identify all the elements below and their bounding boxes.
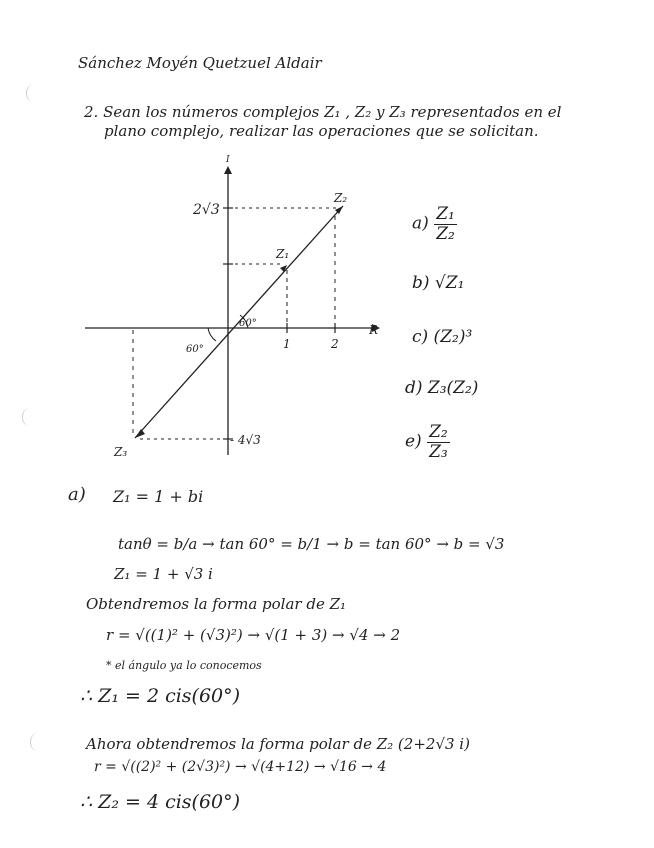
solution-line-3: Z₁ = 1 + √3 i bbox=[114, 565, 213, 583]
solution-line-5: r = √((1)² + (√3)²) → √(1 + 3) → √4 → 2 bbox=[106, 626, 401, 644]
y-tick-top-label: 2√3 bbox=[193, 202, 220, 218]
solution-label: a) bbox=[68, 484, 86, 505]
z2-label: Z₂ bbox=[334, 191, 348, 205]
y-tick-bottom-label: - 4√3 bbox=[230, 433, 261, 447]
z1-label: Z₁ bbox=[276, 247, 290, 261]
solution-line-9: r = √((2)² + (2√3)²) → √(4+12) → √16 → 4 bbox=[94, 759, 387, 775]
solution-line-1: Z₁ = 1 + bi bbox=[113, 487, 204, 506]
operation-e-prefix: e) bbox=[405, 431, 422, 452]
z1-arrowhead bbox=[280, 265, 287, 272]
operation-c: c) (Z₂)³ bbox=[412, 327, 473, 347]
angle-lower-label: 60° bbox=[186, 344, 204, 355]
imaginary-axis-label: I bbox=[226, 155, 230, 165]
operation-a bbox=[412, 205, 457, 243]
x-tick-2-label: 2 bbox=[331, 337, 339, 351]
solution-line-10: ∴ Z₂ = 4 cis(60°) bbox=[80, 791, 241, 813]
hole-punch-mark bbox=[30, 733, 45, 751]
solution-line-6: * el ángulo ya lo conocemos bbox=[106, 659, 262, 672]
operation-d: d) Z₃(Z₂) bbox=[405, 378, 479, 398]
fraction-numerator: Z₁ bbox=[436, 204, 455, 224]
real-axis-label: R bbox=[369, 323, 379, 337]
problem-statement-line2: plano complejo, realizar las operaciones que se solicitan. bbox=[104, 122, 539, 140]
solution-line-4: Obtendremos la forma polar de Z₁ bbox=[86, 595, 347, 613]
angle-upper-label: 60° bbox=[239, 318, 257, 329]
fraction-numerator: Z₂ bbox=[429, 422, 448, 442]
solution-line-7: ∴ Z₁ = 2 cis(60°) bbox=[80, 685, 241, 707]
fraction-z2-over-z3 bbox=[427, 423, 450, 461]
solution-line-2: tanθ = b/a → tan 60° = b/1 → b = tan 60° → b = √3 bbox=[118, 535, 505, 553]
z3-arrowhead bbox=[135, 429, 145, 438]
x-tick-1-label: 1 bbox=[283, 337, 291, 351]
fraction-denominator: Z₂ bbox=[436, 223, 455, 244]
author-name: Sánchez Moyén Quetzuel Aldair bbox=[78, 54, 322, 72]
fraction-z1-over-z2 bbox=[434, 205, 457, 243]
angle-arc-lower bbox=[208, 328, 216, 341]
operation-e bbox=[405, 423, 450, 461]
complex-plane-diagram bbox=[0, 150, 400, 470]
problem-statement-line1: 2. Sean los números complejos Z₁ , Z₂ y Z₃ representados en el bbox=[84, 103, 562, 121]
fraction-denominator: Z₃ bbox=[429, 441, 448, 462]
operation-b: b) √Z₁ bbox=[412, 273, 465, 293]
z3-label: Z₃ bbox=[114, 445, 128, 459]
imaginary-axis-arrow bbox=[224, 166, 232, 174]
hole-punch-mark bbox=[26, 84, 41, 102]
operation-a-prefix: a) bbox=[412, 213, 429, 234]
solution-line-8: Ahora obtendremos la forma polar de Z₂ (2+2√3 i) bbox=[86, 735, 470, 753]
